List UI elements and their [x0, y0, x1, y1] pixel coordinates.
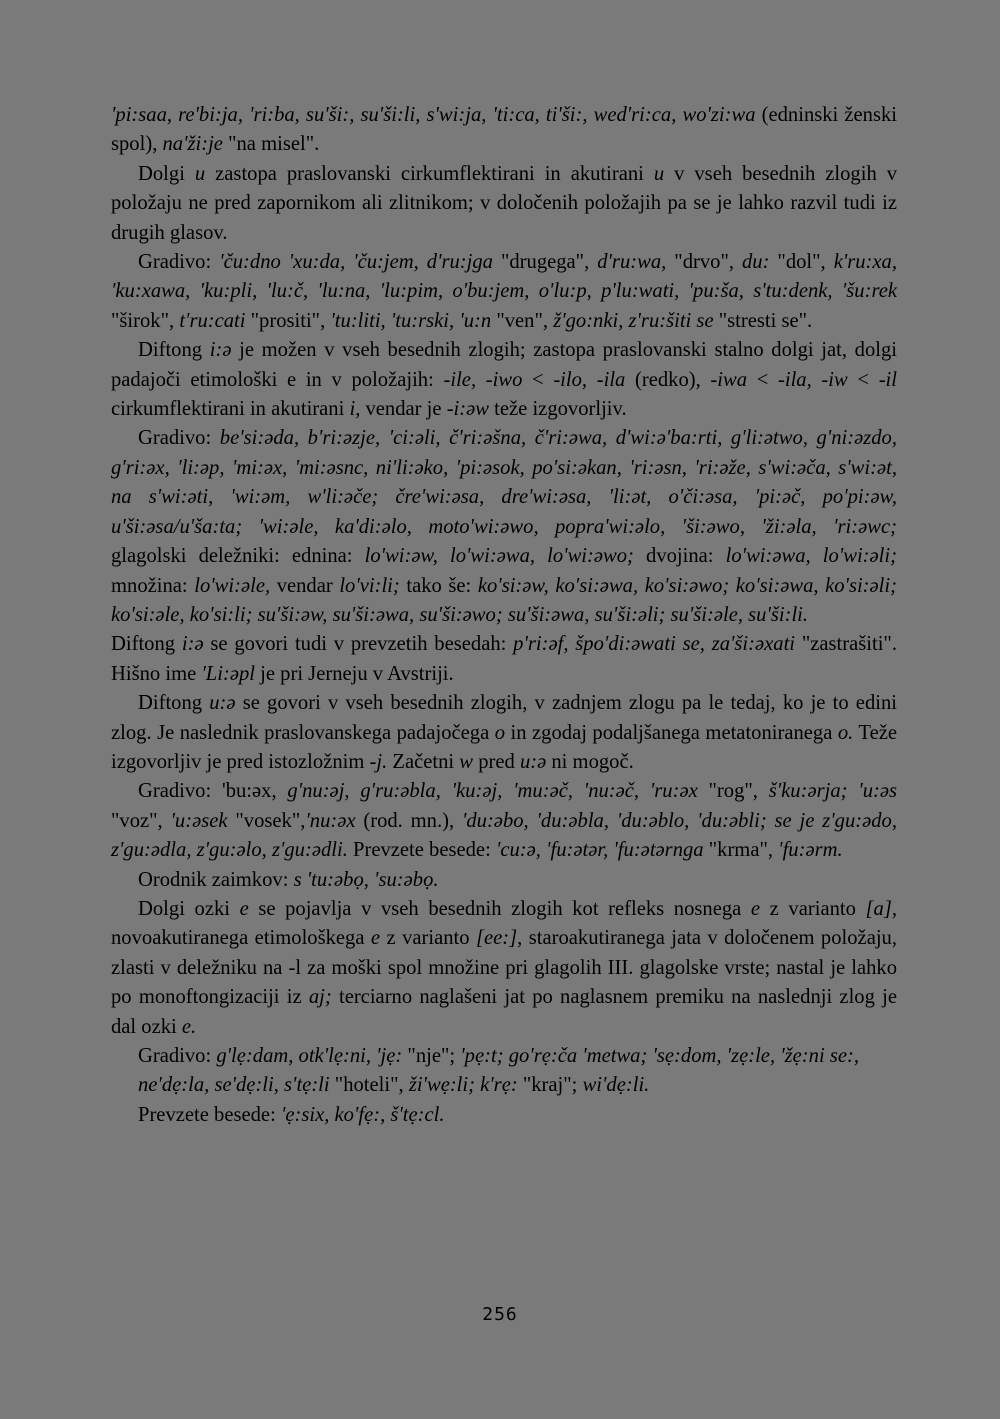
text-run: cirkumflektirani in akutirani [111, 398, 350, 421]
text-run: Diftong [138, 692, 210, 715]
italic-text-run: o. [837, 721, 854, 744]
text-run: "rog", [697, 780, 769, 803]
italic-text-run: du: [741, 251, 770, 274]
text-run: staroakutiranega jata v določenem položaju, zlasti v deležniku na -l za moški spol množine pri glagolih III. glagolske vrste; nastal je lahko po monoftongizaciji iz [111, 927, 897, 1009]
text-run: Gradivo: [138, 1045, 217, 1067]
text-run: "prositi", [245, 309, 331, 332]
italic-text-run: aj; [308, 986, 332, 1009]
paragraph [111, 424, 897, 630]
text-run: ni mogoč. [546, 750, 634, 773]
italic-text-run: 'pi:saa, re'bi:ja, 'ri:ba, su'ši:, su'ši:li, s'wi:ja, 'ti:ca, ti'ši:, wed'ri:ca, wo'zi:wa [111, 104, 756, 126]
paragraph [111, 336, 897, 424]
text-run: novoakutiranega etimološkega [111, 927, 371, 950]
text-run: množina: [111, 574, 195, 597]
italic-text-run: wi'dẹ:li. [582, 1074, 650, 1097]
italic-text-run: -ile, -iwo [443, 368, 523, 391]
text-run: je možen v vseh besednih zlogih; zastopa praslovanski stalno dolgi jat, dolgi padajoči etimološki e in v položajih: [111, 339, 898, 391]
text-run: vendar je [360, 398, 447, 421]
text-run: Začetni [387, 750, 460, 773]
italic-text-run: ž'go:nki, z'ru:šiti se [553, 309, 714, 332]
italic-text-run: g'nu:əj, g'ru:əbla, 'ku:əj, 'mu:əč, 'nu:əč, 'ru:əx [287, 780, 698, 803]
italic-text-run: 'pẹ:t; go'rẹ:ča 'metwa; 'sẹ:dom, 'zẹ:le, 'žẹ:ni se:, [460, 1045, 859, 1067]
italic-text-run: s 'tu:əbọ, 'su:əbọ. [293, 868, 439, 891]
paragraph [111, 1071, 897, 1100]
text-run: Diftong [138, 339, 210, 362]
italic-text-run: -il [878, 368, 897, 391]
text-run: "kraj"; [517, 1074, 583, 1097]
italic-text-run: lo'vi:li; [339, 574, 400, 597]
paragraph [111, 777, 897, 865]
paragraph [111, 248, 897, 336]
text-run: in zgodaj podaljšanega metatoniranega [505, 721, 838, 744]
paragraph [111, 1042, 897, 1071]
text-run: "drvo", [666, 251, 742, 274]
text-run: "dol", [769, 251, 834, 274]
italic-text-run: ko'si:əw, ko'si:əwa, ko'si:əwo; ko'si:əwa, ko'si:əli; ko'si:əle, ko'si:li; su'ši:əw, su'ši:əwa, su'ši:əwo; su'ši:əwa, su'ši:əli; su'ši:əle, su'ši:li. [111, 574, 897, 626]
italic-text-run: lo'wi:əle, [194, 574, 271, 597]
body-text [111, 101, 897, 1130]
italic-text-run: [a], [865, 897, 897, 920]
page-number: 256 [482, 1304, 518, 1325]
text-run: "vosek", [227, 809, 306, 832]
italic-text-run: 'Li:əpl [201, 662, 255, 685]
italic-text-run: 'u:əsek [170, 809, 228, 832]
text-run: Dolgi ozki [138, 897, 240, 920]
italic-text-run: 'ẹ:six, ko'fẹ:, š'tẹ:cl. [280, 1103, 445, 1126]
text-run: Orodnik zaimkov: [138, 868, 294, 891]
text-run: glagolski deležniki: ednina: [111, 545, 365, 568]
italic-text-run: -ilo, -ila [553, 368, 626, 391]
text-run: "stresti se". [713, 309, 813, 332]
italic-text-run: na'ži:je [162, 133, 223, 156]
italic-text-run: u:ə [209, 692, 236, 715]
text-run: tako še: [399, 574, 478, 597]
text-run: Gradivo: [138, 251, 220, 274]
italic-text-run: -iwa [710, 368, 748, 391]
italic-text-run: -j. [369, 750, 388, 773]
italic-text-run: -i:əw [446, 398, 490, 421]
italic-text-run: 'fu:ərm. [778, 839, 843, 862]
paragraph [111, 630, 897, 689]
text-run: "zastrašiti". Hišno ime [111, 633, 897, 685]
text-run: terciarno naglašeni jat po naglasnem premiku na naslednji zlog je dal ozki [111, 986, 897, 1038]
italic-text-run: o [494, 721, 506, 744]
text-run: "nje"; [402, 1045, 461, 1067]
text-run: (edninski ženski spol), [111, 104, 897, 156]
paragraph [111, 866, 897, 895]
text-run: Dolgi [138, 162, 195, 185]
text-run: se pojavlja v vseh besednih zlogih kot refleks nosnega [248, 897, 751, 920]
text-run: Gradivo: 'bu:əx, [138, 780, 288, 803]
italic-text-run: š'ku:ərja; 'u:əs [768, 780, 898, 803]
text-run: zastopa praslovanski cirkumflektirani in akutirani [205, 162, 654, 185]
text-run: vendar [270, 574, 340, 597]
text-run: "na misel". [222, 133, 320, 156]
text-run: teže izgovorljiv. [489, 398, 627, 421]
italic-text-run: lo'wi:əwa, lo'wi:əli; [725, 545, 897, 568]
italic-text-run: 'tu:liti, 'tu:rski, 'u:n [330, 309, 492, 332]
text-run: < [522, 368, 554, 391]
text-run: "hoteli", [329, 1074, 409, 1097]
italic-text-run: u:ə [519, 750, 547, 773]
italic-text-run: i:ə [181, 633, 204, 656]
text-run: se govori tudi v prevzetih besedah: [203, 633, 514, 656]
text-run: (redko), [625, 368, 711, 391]
italic-text-run: i:ə [209, 339, 232, 362]
italic-text-run: t'ru:cati [179, 309, 246, 332]
text-run: dvojina: [633, 545, 726, 568]
italic-text-run: lo'wi:əw, lo'wi:əwa, lo'wi:əwo; [364, 545, 634, 568]
italic-text-run: be'si:əda, b'ri:əzje, 'ci:əli, č'ri:əšna, č'ri:əwa, d'wi:ə'ba:rti, g'li:ətwo, g'ni:əzdo, g'ri:əx, 'li:əp, 'mi:əx, 'mi:əsnc, ni'li:əko, 'pi:əsok, po'si:əkan, 'ri:əsn, 'ri:əže, s'wi:əča, s'wi:ət, na s'wi:əti, 'wi:əm, w'li:əče; čre'wi:əsa, dre'wi:əsa, 'li:ət, o'či:əsa, 'pi:əč, po'pi:əw, u'ši:əsa/u'ša:ta; 'wi:əle, ka'di:əlo, moto'wi:əwo, popra'wi:əlo, 'ši:əwo, 'ži:əla, 'ri:əwc; [111, 427, 898, 538]
text-run: "širok", [111, 309, 180, 332]
italic-text-run: g'lẹ:dam, otk'lẹ:ni, 'jẹ: [216, 1045, 403, 1067]
text-run: v vseh besednih zlogih v položaju ne pred zapornikom ali zlitnikom; v določenih položajih pa se je lahko razvil tudi iz drugih glasov. [111, 162, 898, 244]
italic-text-run: ži'wẹ:li; k'rẹ: [408, 1074, 518, 1097]
italic-text-run: 'ču:dno 'xu:da, 'ču:jem, d'ru:jga [219, 251, 493, 274]
text-run: "ven", [491, 309, 554, 332]
text-run: Prevzete besede: [347, 839, 496, 862]
text-run: "voz", [111, 809, 171, 832]
text-run: "krma", [703, 839, 779, 862]
text-run: z varianto [760, 897, 866, 920]
italic-text-run: e [239, 897, 249, 920]
italic-text-run: [ee:], [475, 927, 523, 950]
italic-text-run: 'nu:əx [305, 809, 356, 832]
text-run: Diftong [111, 633, 182, 656]
italic-text-run: u [194, 162, 206, 185]
text-run: Prevzete besede: [138, 1103, 281, 1126]
paragraph [111, 1101, 897, 1130]
paragraph [111, 160, 897, 248]
text-run: Gradivo: [138, 427, 220, 450]
text-run: z varianto [380, 927, 476, 950]
paragraph [111, 101, 897, 160]
text-run: se govori v vseh besednih zlogih, v zadnjem zlogu pa le tedaj, ko je to edini zlog. Je naslednik praslovanskega padajočega [111, 692, 897, 744]
italic-text-run: 'du:əbo, 'du:əbla, 'du:əblo, 'du:əbli; se je z'gu:ədo, z'gu:ədla, z'gu:əlo, z'gu:ədli. [111, 809, 897, 862]
text-run: < [847, 368, 879, 391]
italic-text-run: d'ru:wa, [597, 251, 667, 274]
text-run: (rod. mn.), [355, 809, 462, 832]
italic-text-run: 'cu:ə, 'fu:ətər, 'fu:ətərnga [495, 839, 704, 862]
paragraph [111, 689, 897, 777]
italic-text-run: e. [181, 1015, 197, 1038]
text-run: "drugega", [492, 251, 598, 274]
italic-text-run: p'ri:əf, špo'di:əwati se, za'ši:əxati [513, 633, 796, 656]
text-run: < [747, 368, 778, 391]
italic-text-run: w [459, 750, 474, 773]
italic-text-run: ne'dẹ:la, se'dẹ:li, s'tẹ:li [138, 1074, 330, 1097]
italic-text-run: -ila, -iw [778, 368, 848, 391]
italic-text-run: u [653, 162, 665, 185]
text-run: je pri Jerneju v Avstriji. [255, 662, 454, 685]
text-run: pred [473, 750, 520, 773]
paragraph [111, 895, 897, 1042]
italic-text-run: k'ru:xa, 'ku:xawa, 'ku:pli, 'lu:č, 'lu:na, 'lu:pim, o'bu:jem, o'lu:p, p'lu:wati, 'pu:ša, s'tu:denk, 'šu:rek [111, 251, 897, 303]
italic-text-run: i, [349, 398, 361, 421]
italic-text-run: e [750, 897, 761, 920]
text-run: Teže izgovorljiv je pred istozložnim [111, 721, 897, 773]
italic-text-run: e [370, 927, 381, 950]
